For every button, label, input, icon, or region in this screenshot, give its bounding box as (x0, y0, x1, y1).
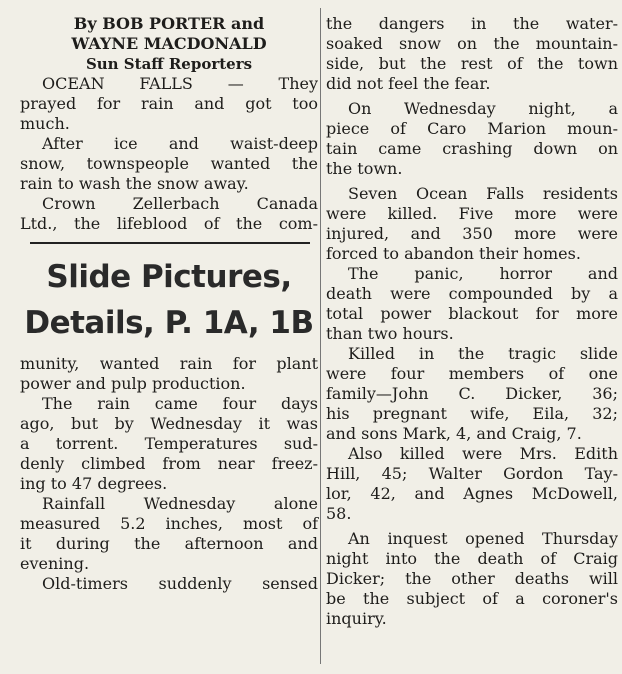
right-line: side, but the rest of the town (326, 54, 618, 73)
right-line: forced to abandon their homes. (326, 244, 581, 263)
left-line: prayed for rain and got too (20, 94, 318, 113)
right-line: 58. (326, 504, 352, 523)
column-divider (320, 8, 321, 664)
left-column (20, 14, 318, 594)
right-line: inquiry. (326, 609, 387, 628)
left-line: Rainfall Wednesday alone (42, 493, 318, 513)
right-line: his pregnant wife, Eila, 32; (326, 404, 618, 423)
byline-staff: Sun Staff Reporters (85, 55, 253, 73)
right-line: night into the death of Craig (326, 549, 618, 568)
right-line: Seven Ocean Falls residents (348, 184, 618, 203)
right-line: than two hours. (326, 324, 454, 343)
left-line: rain to wash the snow away. (20, 174, 249, 193)
left-line: it during the afternoon and (20, 533, 318, 553)
left-line: The rain came four days (42, 393, 318, 413)
promo-box (20, 254, 318, 346)
left-line: After ice and waist-deep (42, 134, 318, 153)
left-line: Crown Zellerbach Canada (42, 194, 318, 213)
right-line: were killed. Five more were (326, 204, 618, 223)
right-line: Hill, 45; Walter Gordon Tay- (326, 464, 618, 483)
right-line: On Wednesday night, a (348, 99, 618, 118)
byline (20, 14, 318, 74)
right-line: The panic, horror and (348, 264, 618, 283)
right-line: injured, and 350 more were (326, 224, 618, 243)
left-line: power and pulp production. (20, 373, 246, 393)
promo-line-2: Details, P. 1A, 1B (24, 304, 314, 341)
right-line: Also killed were Mrs. Edith (348, 444, 618, 463)
right-line: Killed in the tragic slide (348, 344, 618, 363)
right-line: soaked snow on the mountain- (326, 34, 618, 53)
byline-author-1: By BOB PORTER and (73, 14, 265, 33)
right-line: family—John C. Dicker, 36; (326, 384, 618, 403)
promo-top-rule (30, 242, 310, 244)
right-line: tain came crashing down on (326, 139, 618, 158)
promo-line-1: Slide Pictures, (46, 258, 292, 295)
right-line: piece of Caro Marion moun- (326, 119, 618, 138)
left-line: OCEAN FALLS — They (42, 74, 318, 93)
right-line: Dicker; the other deaths will (326, 569, 618, 588)
right-line: death were compounded by a (326, 284, 618, 303)
left-line: much. (20, 114, 70, 133)
right-line: did not feel the fear. (326, 74, 491, 93)
right-line: lor, 42, and Agnes McDowell, (326, 484, 618, 503)
right-line: An inquest opened Thursday (348, 529, 618, 548)
left-line: munity, wanted rain for plant (20, 353, 318, 373)
left-line: evening. (20, 553, 90, 573)
right-line: were four members of one (326, 364, 618, 383)
byline-author-2: WAYNE MACDONALD (71, 34, 267, 53)
right-line: the dangers in the water- (326, 14, 618, 33)
left-line: measured 5.2 inches, most of (20, 513, 318, 533)
right-line: total power blackout for more (326, 304, 618, 323)
left-line: a torrent. Temperatures sud- (20, 433, 318, 453)
right-line: be the subject of a coroner's (326, 589, 618, 608)
right-column (326, 14, 618, 629)
left-line: Ltd., the lifeblood of the com- (20, 214, 318, 233)
left-line: Old-timers suddenly sensed (42, 573, 318, 593)
left-line: snow, townspeople wanted the (20, 154, 318, 173)
left-line: ing to 47 degrees. (20, 473, 168, 493)
right-line: the town. (326, 159, 403, 178)
left-line: denly climbed from near freez- (20, 453, 318, 473)
right-line: and sons Mark, 4, and Craig, 7. (326, 424, 582, 443)
left-line: ago, but by Wednesday it was (20, 413, 318, 433)
